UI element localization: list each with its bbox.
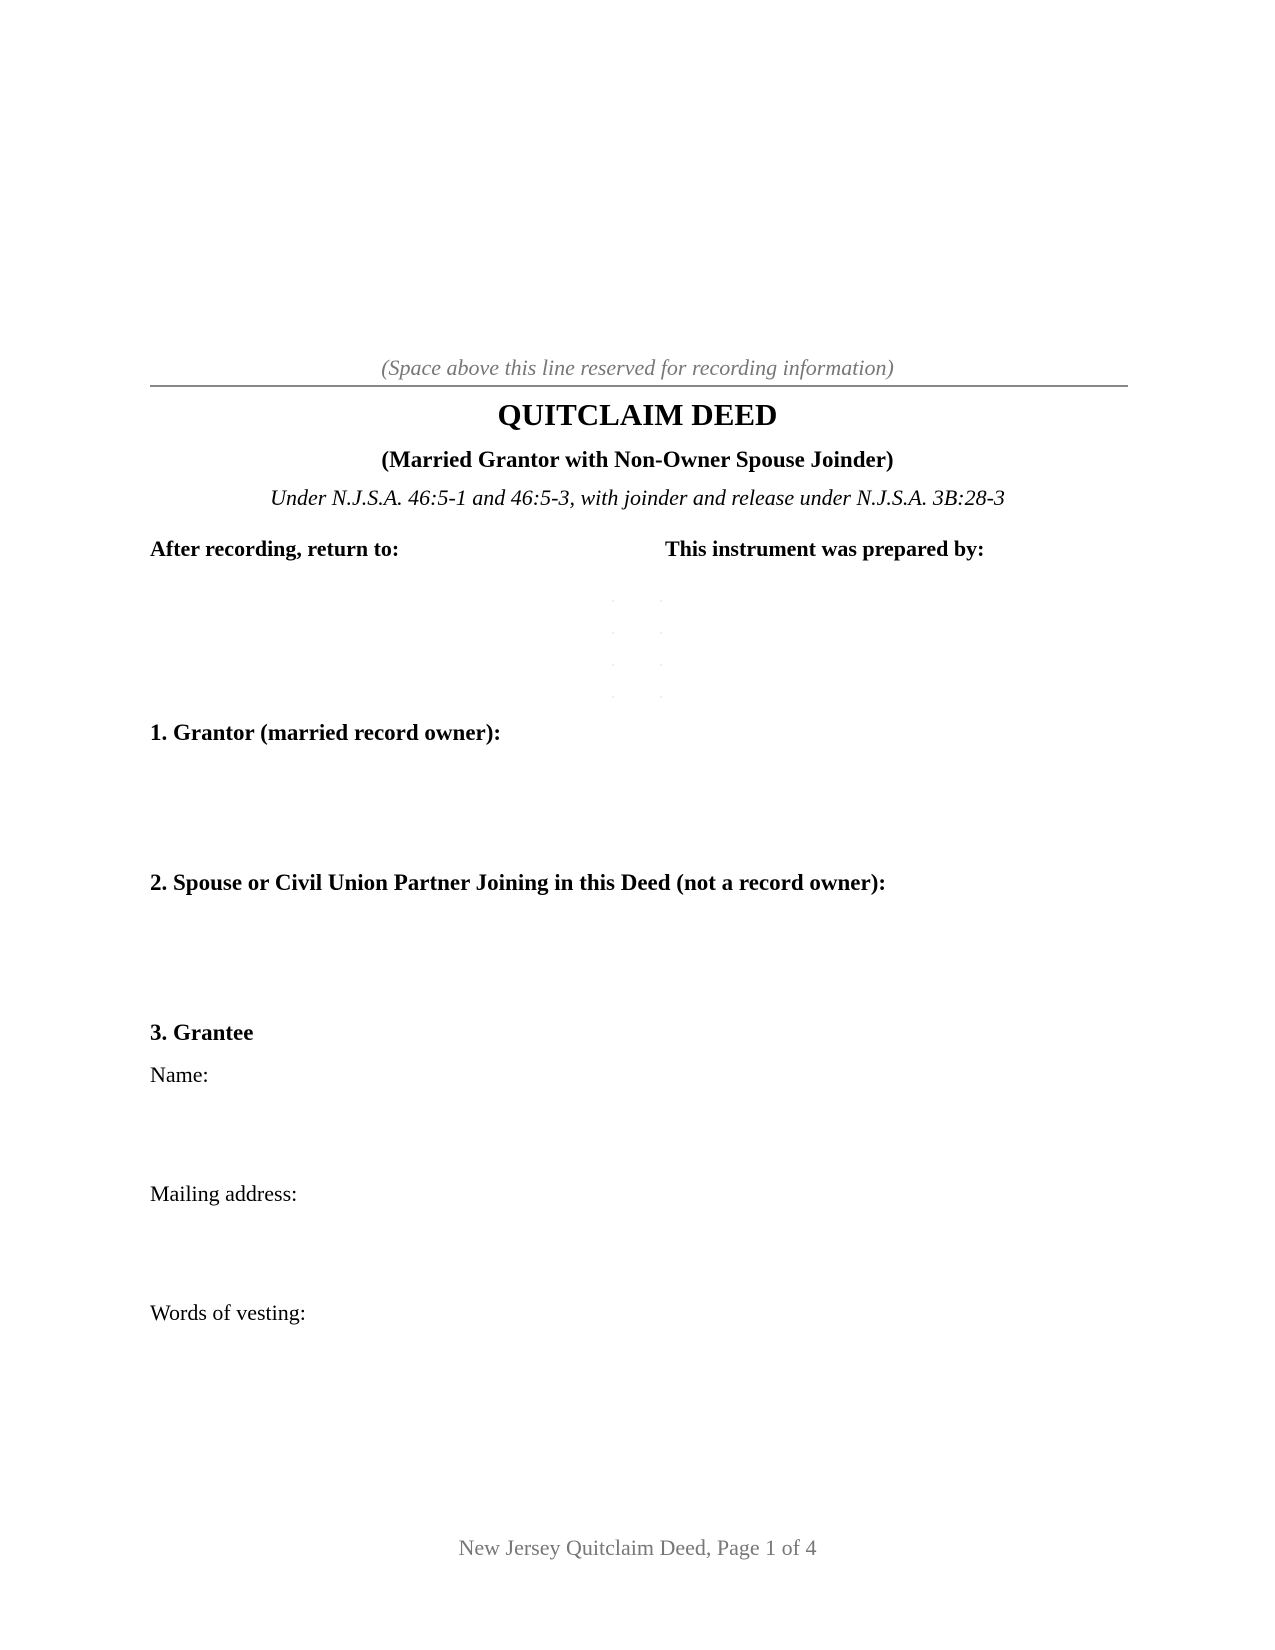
grantee-heading: 3. Grantee [150,1020,254,1045]
grantee-words-of-vesting-label: Words of vesting: [150,1300,306,1325]
grantee-name-label: Name: [150,1062,209,1087]
grantor-heading: 1. Grantor (married record owner): [150,720,502,745]
statute-reference: Under N.J.S.A. 46:5-1 and 46:5-3, with joinder and release under N.J.S.A. 3B:28-3 [270,485,1005,510]
grantee-mailing-address-label: Mailing address: [150,1181,298,1206]
page-footer: New Jersey Quitclaim Deed, Page 1 of 4 [458,1535,817,1560]
recording-reserved-note: (Space above this line reserved for recording information) [381,355,894,380]
document-subtitle: (Married Grantor with Non-Owner Spouse Joinder) [381,447,894,472]
recording-divider-line [150,385,1128,387]
prepared-by-label: This instrument was prepared by: [665,536,985,561]
document-title: QUITCLAIM DEED [497,397,778,432]
return-to-label: After recording, return to: [150,536,400,561]
spouse-heading: 2. Spouse or Civil Union Partner Joining in this Deed (not a record owner): [150,870,887,895]
faint-table-border-marks [612,600,672,700]
